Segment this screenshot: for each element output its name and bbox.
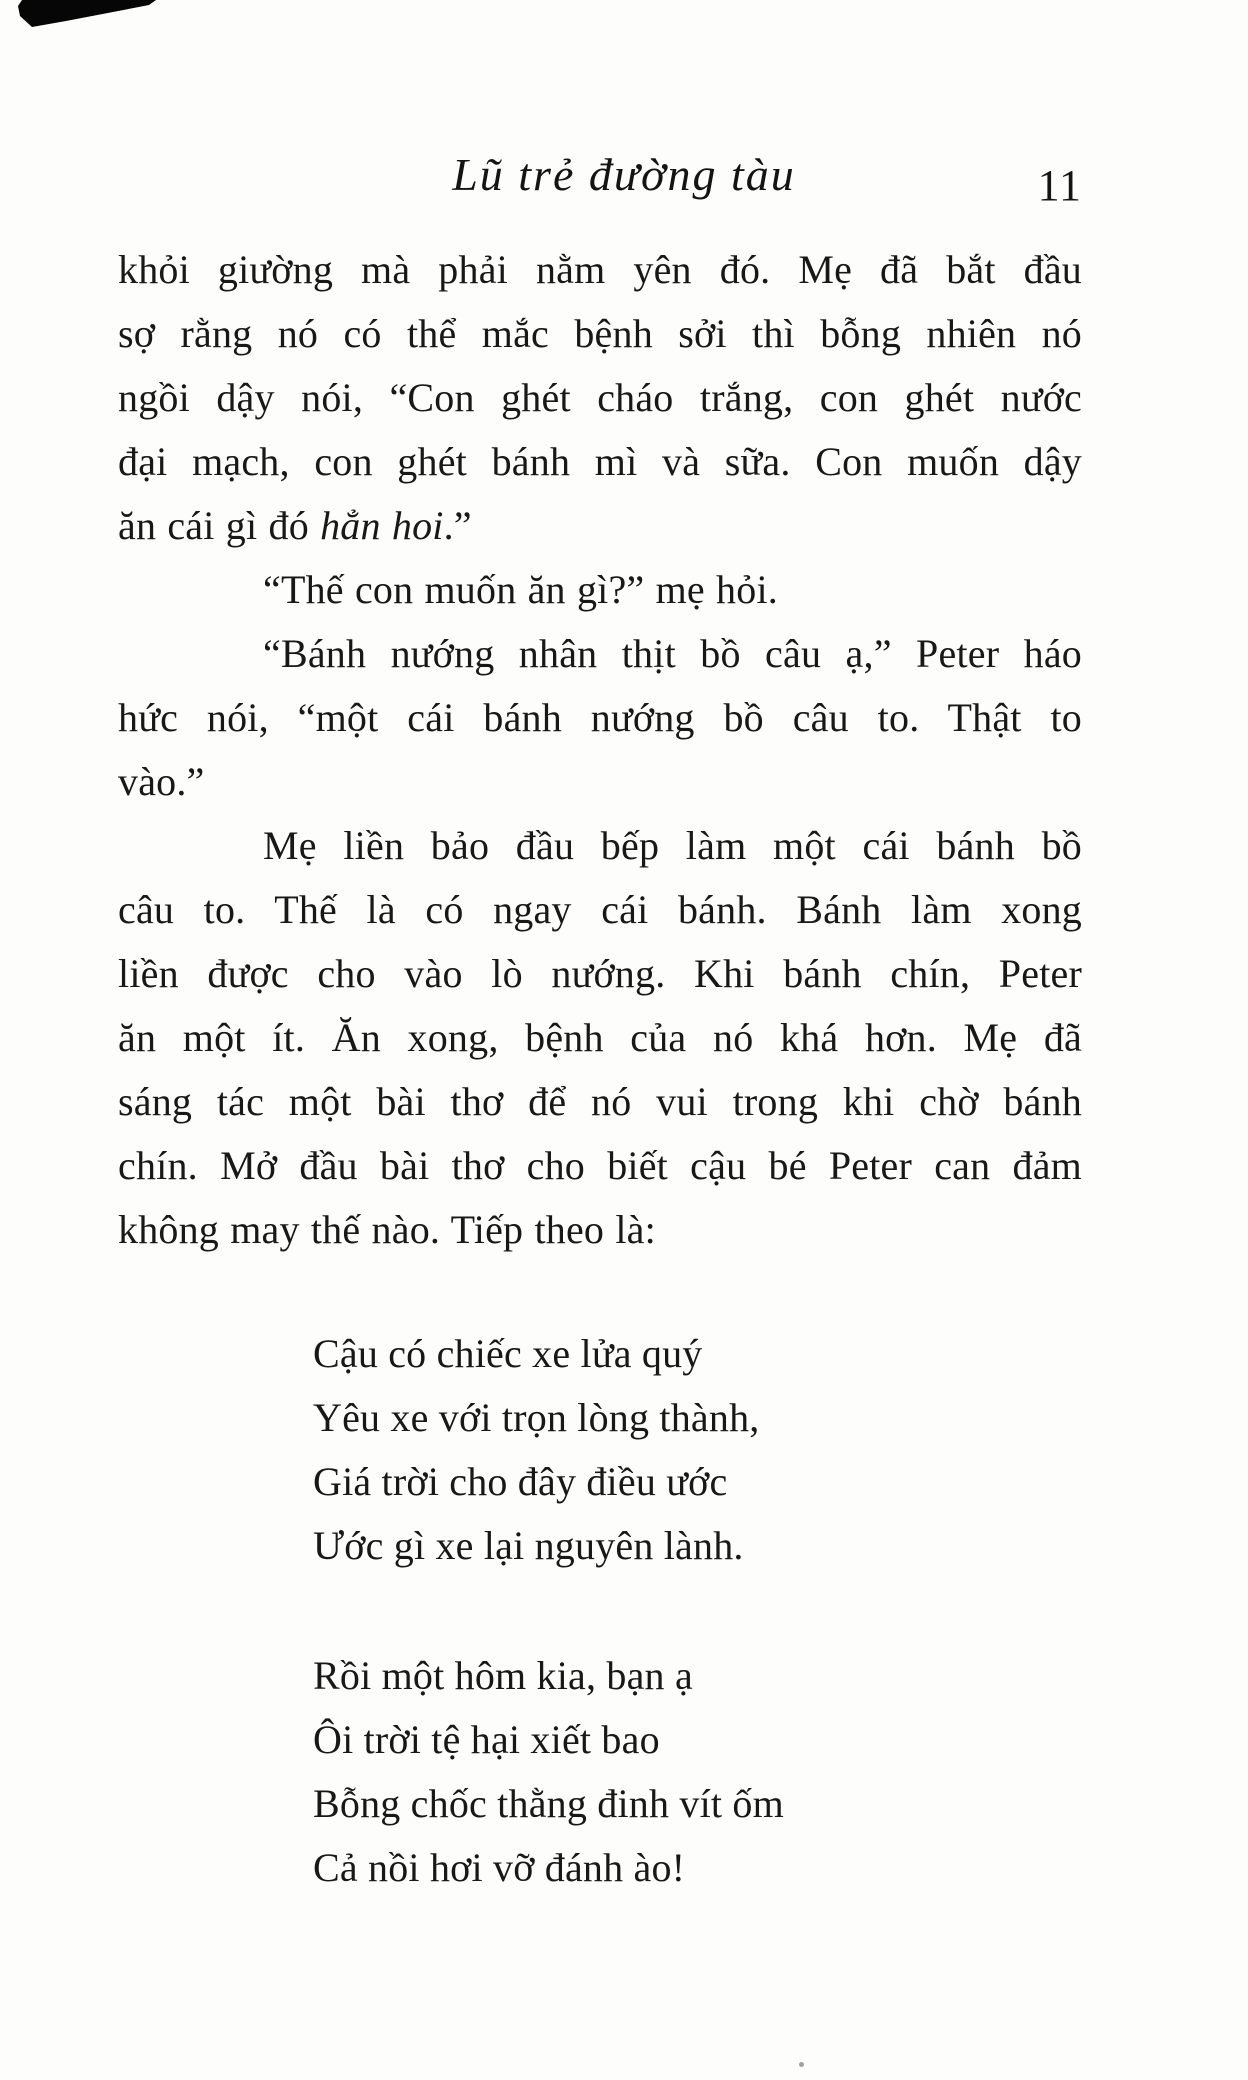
poem-line: Giá trời cho đây điều ước (313, 1459, 728, 1504)
prose-text-italic: hẳn hoi (320, 503, 444, 548)
prose-text: ăn cái gì đó (118, 503, 321, 548)
poem-line: Ôi trời tệ hại xiết bao (313, 1717, 660, 1762)
prose-block (118, 238, 1082, 1262)
prose-text: .” (443, 503, 472, 548)
poem-line: Rồi một hôm kia, bạn ạ (313, 1653, 693, 1698)
running-header-title: Lũ trẻ đường tàu (452, 149, 796, 200)
prose-line: chín. Mở đầu bài thơ cho biết cậu bé Peter can đảm (118, 1143, 1082, 1188)
prose-line: ngồi dậy nói, “Con ghét cháo trắng, con ghét nước (118, 375, 1082, 420)
prose-line: hức nói, “một cái bánh nướng bồ câu to. Thật to (118, 695, 1082, 740)
prose-line: ăn một ít. Ăn xong, bệnh của nó khá hơn. Mẹ đã (118, 1015, 1082, 1060)
prose-line: Mẹ liền bảo đầu bếp làm một cái bánh bồ (263, 823, 1082, 868)
prose-line (118, 494, 1082, 558)
prose-line: “Bánh nướng nhân thịt bồ câu ạ,” Peter háo (263, 631, 1082, 676)
prose-line: sợ rằng nó có thể mắc bệnh sởi thì bỗng nhiên nó (118, 311, 1082, 356)
prose-line: vào.” (118, 759, 205, 804)
prose-line: không may thế nào. Tiếp theo là: (118, 1207, 656, 1252)
poem-line: Yêu xe với trọn lòng thành, (313, 1395, 760, 1440)
poem-block (313, 1322, 784, 1900)
poem-line: Ước gì xe lại nguyên lành. (313, 1523, 744, 1568)
prose-line: khỏi giường mà phải nằm yên đó. Mẹ đã bắt đầu (118, 247, 1082, 292)
prose-line: câu to. Thế là có ngay cái bánh. Bánh làm xong (118, 887, 1082, 932)
poem-stanza-1 (313, 1322, 784, 1578)
prose-line: liền được cho vào lò nướng. Khi bánh chín, Peter (118, 951, 1082, 996)
scan-speck (799, 2062, 804, 2067)
prose-line: sáng tác một bài thơ để nó vui trong khi chờ bánh (118, 1079, 1082, 1124)
prose-line: “Thế con muốn ăn gì?” mẹ hỏi. (263, 567, 778, 612)
page-number: 11 (1037, 161, 1082, 210)
prose-line: đại mạch, con ghét bánh mì và sữa. Con muốn dậy (118, 439, 1082, 484)
poem-line: Cả nồi hơi vỡ đánh ào! (313, 1845, 686, 1890)
poem-line: Cậu có chiếc xe lửa quý (313, 1331, 703, 1376)
scan-ink-blot-corner (18, 0, 158, 30)
poem-line: Bỗng chốc thằng đinh vít ốm (313, 1781, 784, 1826)
poem-stanza-2 (313, 1644, 784, 1900)
